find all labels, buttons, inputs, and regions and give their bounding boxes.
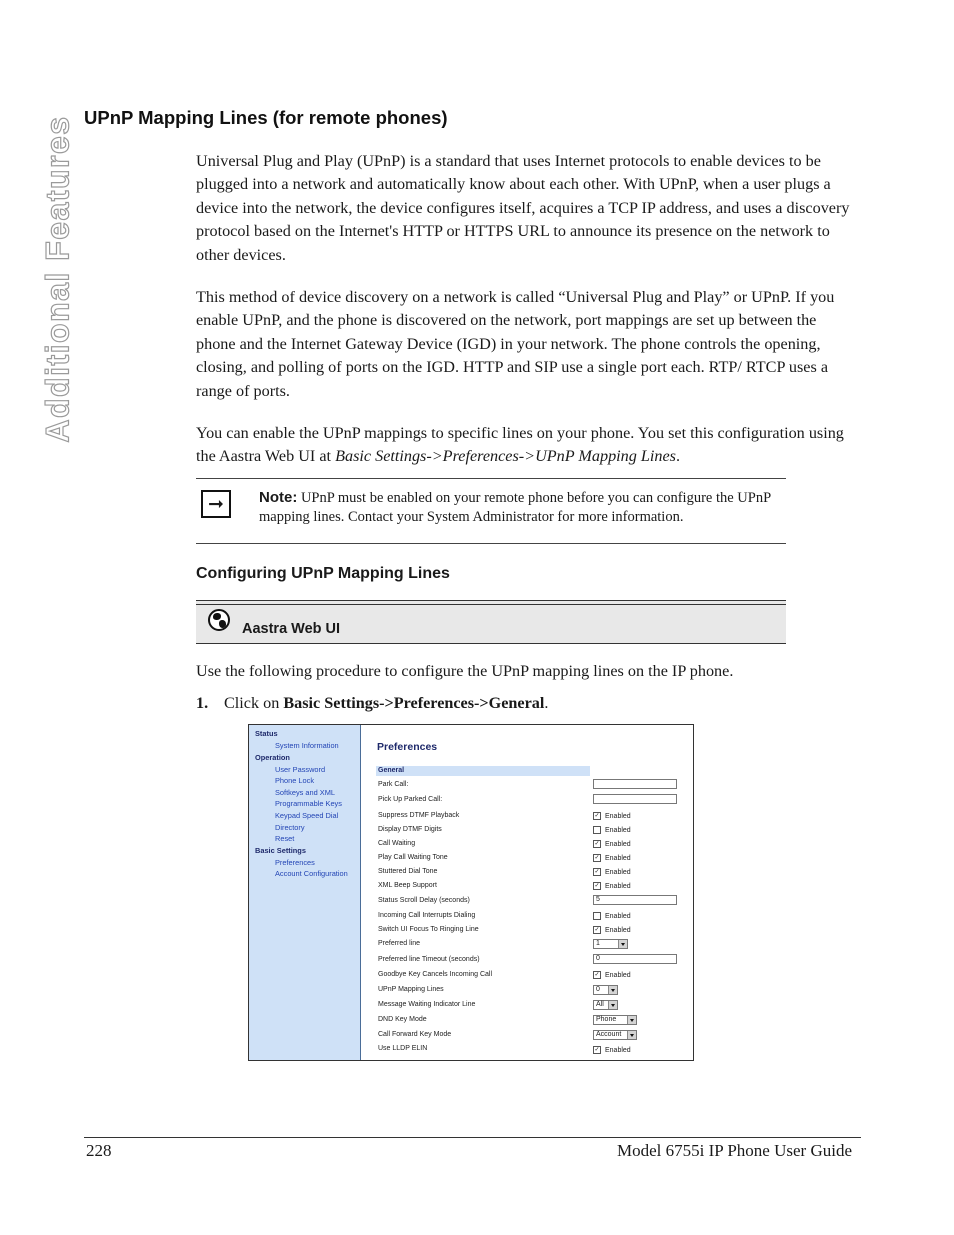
nav-programmable-keys[interactable]: Programmable Keys	[275, 799, 342, 808]
status-scroll-delay-input[interactable]: 5	[593, 895, 677, 905]
play-call-waiting-tone-checkbox[interactable]: ✓ Enabled	[594, 854, 631, 862]
banner-label: Aastra Web UI	[242, 621, 341, 637]
park-call-input[interactable]	[593, 779, 677, 789]
dnd-key-mode-select[interactable]: Phone	[593, 1015, 637, 1025]
globe-icon	[208, 609, 230, 631]
label-preferred-line-timeout: Preferred line Timeout (seconds)	[378, 956, 480, 963]
paragraph-enable-mappings: You can enable the UPnP mappings to specific lines on your phone. You set this configuration using the Aastra Web UI at Basic Settings->Preferences->UPnP Mapping Lines.	[196, 424, 844, 466]
web-ui-screenshot	[248, 724, 694, 1061]
label-pick-up-parked-call: Pick Up Parked Call:	[378, 796, 443, 803]
chapter-side-tab-label: Additional Features	[39, 115, 76, 443]
nav-basic-settings[interactable]: Basic Settings	[255, 846, 306, 855]
call-forward-key-mode-select[interactable]: Account	[593, 1030, 637, 1040]
label-display-dtmf: Display DTMF Digits	[378, 826, 442, 833]
step-menu-path: Basic Settings->Preferences->General	[283, 694, 545, 712]
label-incoming-call-interrupts: Incoming Call Interrupts Dialing	[378, 912, 476, 919]
nav-system-information[interactable]: System Information	[275, 741, 339, 750]
chapter-side-tab	[41, 108, 75, 450]
label-preferred-line: Preferred line	[378, 940, 421, 947]
general-section-bar	[376, 766, 590, 776]
nav-phone-lock[interactable]: Phone Lock	[275, 776, 315, 785]
nav-softkeys[interactable]: Softkeys and XML	[275, 788, 335, 797]
preferred-line-select[interactable]: 1	[593, 939, 628, 949]
nav-preferences[interactable]: Preferences	[275, 858, 315, 867]
nav-reset[interactable]: Reset	[275, 834, 295, 843]
display-dtmf-checkbox[interactable]: Enabled	[593, 826, 631, 834]
note-text	[259, 488, 784, 527]
label-call-forward-key-mode: Call Forward Key Mode	[378, 1031, 452, 1038]
nav-operation[interactable]: Operation	[255, 753, 290, 762]
nav-account-configuration[interactable]: Account Configuration	[275, 869, 348, 878]
incoming-call-interrupts-checkbox[interactable]: Enabled	[593, 912, 631, 920]
label-park-call: Park Call:	[378, 781, 409, 788]
step-1: 1. Click on Basic Settings->Preferences->General.	[196, 694, 549, 712]
page-number: 228	[86, 1141, 112, 1160]
mwi-line-select[interactable]: All	[593, 1000, 618, 1010]
preferences-title: Preferences	[377, 741, 438, 753]
switch-ui-focus-checkbox[interactable]: ✓ Enabled	[594, 926, 631, 934]
procedure-intro: Use the following procedure to configure the UPnP mapping lines on the IP phone.	[196, 662, 734, 680]
label-dnd-key-mode: DND Key Mode	[378, 1016, 427, 1023]
label-upnp-mapping-lines: UPnP Mapping Lines	[378, 986, 444, 993]
section-heading: UPnP Mapping Lines (for remote phones)	[84, 107, 448, 128]
label-goodbye-key: Goodbye Key Cancels Incoming Call	[378, 971, 493, 978]
web-ui-content	[361, 725, 693, 1060]
paragraph-device-discovery: This method of device discovery on a network is called “Universal Plug and Play” or UPnP. If you enable UPnP, and the phone is discovered on the network, port mappings are set up between the phone and the Internet Gateway Device (IGD) in your network. The phone controls the opening, closing, and polling of ports on the IGD. HTTP and SIP use a single port each. RTP/ RTCP uses a range of ports.	[196, 288, 835, 400]
upnp-mapping-lines-select[interactable]: 0	[593, 985, 618, 995]
pick-up-parked-call-input[interactable]	[593, 794, 677, 804]
label-use-lldp-elin: Use LLDP ELIN	[378, 1045, 428, 1052]
note-body: UPnP must be enabled on your remote phone before you can configure the UPnP mapping lines. Contact your System Administrator for more information.	[259, 490, 771, 525]
label-call-waiting: Call Waiting	[378, 840, 416, 847]
step-number: 1.	[196, 694, 209, 712]
label-status-scroll-delay: Status Scroll Delay (seconds)	[378, 897, 470, 904]
nav-keypad-speed-dial[interactable]: Keypad Speed Dial	[275, 811, 339, 820]
guide-title: Model 6755i IP Phone User Guide	[617, 1141, 852, 1160]
arrow-right-icon: ➞	[201, 490, 231, 518]
aastra-web-ui-banner	[196, 600, 786, 644]
label-play-call-waiting-tone: Play Call Waiting Tone	[378, 854, 448, 861]
label-stuttered-dial-tone: Stuttered Dial Tone	[378, 868, 438, 875]
stuttered-dial-tone-checkbox[interactable]: ✓ Enabled	[594, 868, 631, 876]
label-switch-ui-focus: Switch UI Focus To Ringing Line	[378, 926, 479, 933]
goodbye-key-checkbox[interactable]: ✓ Enabled	[594, 971, 631, 979]
use-lldp-elin-checkbox[interactable]: ✓ Enabled	[594, 1046, 631, 1054]
nav-directory[interactable]: Directory	[275, 823, 305, 832]
label-xml-beep: XML Beep Support	[378, 882, 437, 889]
nav-status[interactable]: Status	[255, 729, 278, 738]
subsection-heading: Configuring UPnP Mapping Lines	[196, 565, 450, 582]
call-waiting-checkbox[interactable]: ✓ Enabled	[594, 840, 631, 848]
note-label: Note:	[259, 489, 298, 506]
general-section-label: General	[378, 767, 405, 774]
label-mwi-line: Message Waiting Indicator Line	[378, 1001, 476, 1008]
menu-path: Basic Settings->Preferences->UPnP Mapping Lines	[335, 447, 676, 466]
xml-beep-checkbox[interactable]: ✓ Enabled	[594, 882, 631, 890]
preferred-line-timeout-input[interactable]: 0	[593, 954, 677, 964]
web-ui-nav	[249, 725, 361, 1060]
note-box	[196, 478, 786, 544]
footer-rule	[84, 1137, 861, 1138]
suppress-dtmf-checkbox[interactable]: ✓ Enabled	[594, 812, 631, 820]
label-suppress-dtmf: Suppress DTMF Playback	[378, 812, 460, 819]
nav-user-password[interactable]: User Password	[275, 765, 326, 774]
paragraph-upnp-definition: Universal Plug and Play (UPnP) is a standard that uses Internet protocols to enable devices to be plugged into a network and automatically know about each other. With UPnP, when a user plugs a device into the network, the device configures itself, acquires a TCP IP address, and uses a discovery protocol based on the Internet's HTTP or HTTPS URL to announce its presence on the network to other devices.	[196, 152, 850, 264]
